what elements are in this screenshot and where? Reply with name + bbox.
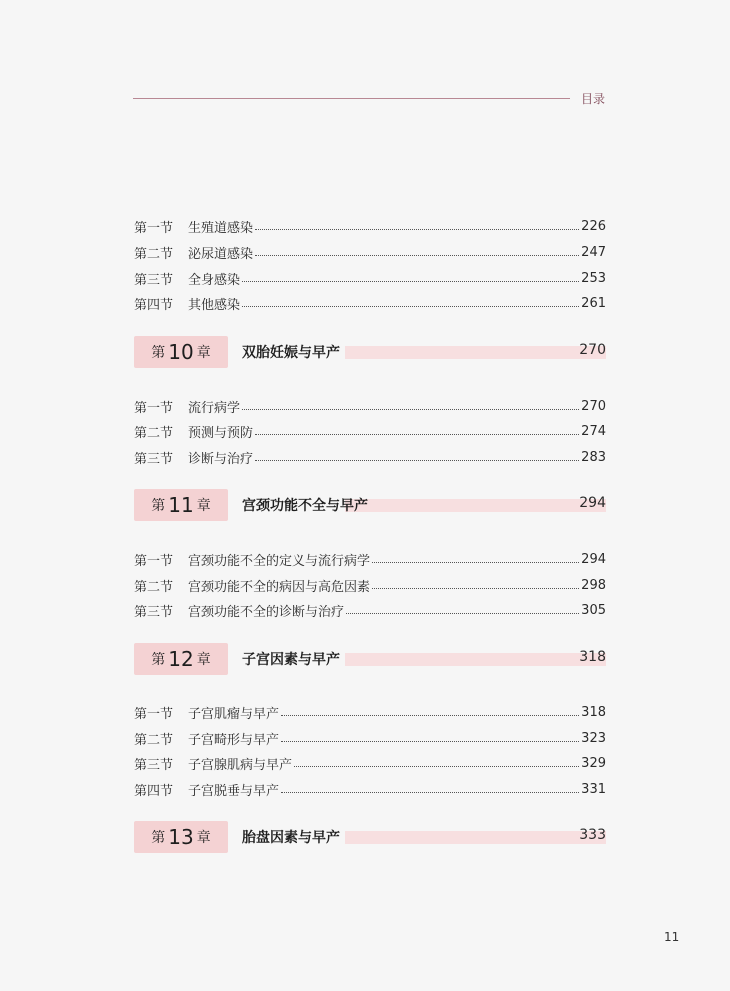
chapter-prefix: 第 [151,498,166,514]
chapter-highlight-band [345,346,606,359]
chapter-badge [134,489,228,521]
chapter-prefix: 第 [151,652,166,668]
section-title: 生殖道感染 [188,220,254,236]
toc-section-entry[interactable] [134,293,606,313]
section-page: 247 [581,244,606,260]
section-page: 298 [581,577,606,593]
toc-section-entry[interactable] [134,242,606,262]
chapter-title: 宫颈功能不全与早产 [242,498,368,514]
toc-section-entry[interactable] [134,268,606,288]
section-number: 第一节 [134,706,174,722]
dot-leader [372,561,579,563]
section-number: 第三节 [134,604,174,620]
toc-chapter-entry[interactable] [134,643,606,675]
chapter-badge [134,643,228,675]
toc-section-entry[interactable] [134,575,606,595]
section-number: 第二节 [134,732,174,748]
dot-leader [242,408,579,410]
toc-section-entry[interactable] [134,447,606,467]
toc-section-entry[interactable] [134,702,606,722]
dot-leader [372,587,579,589]
section-page: 270 [581,398,606,414]
section-page: 329 [581,755,606,771]
section-page: 253 [581,270,606,286]
chapter-suffix: 章 [196,830,211,846]
section-number: 第三节 [134,757,174,773]
section-title: 子宫腺肌病与早产 [188,757,293,773]
section-title: 全身感染 [188,272,241,288]
toc-section-entry[interactable] [134,549,606,569]
toc-section-entry[interactable] [134,216,606,236]
chapter-badge [134,336,228,368]
chapter-number: 13 [168,825,194,849]
section-title: 其他感染 [188,297,241,313]
toc-section-entry[interactable] [134,779,606,799]
chapter-highlight-band [345,653,606,666]
dot-leader [281,791,579,793]
chapter-badge [134,821,228,853]
section-title: 宫颈功能不全的病因与高危因素 [188,579,371,595]
section-page: 261 [581,295,606,311]
chapter-page: 318 [579,649,606,665]
chapter-suffix: 章 [196,345,211,361]
dot-leader [255,254,579,256]
chapter-number: 12 [168,647,194,671]
dot-leader [255,228,579,230]
chapter-suffix: 章 [196,652,211,668]
dot-leader [255,433,579,435]
section-title: 流行病学 [188,400,241,416]
dot-leader [281,740,579,742]
section-page: 331 [581,781,606,797]
section-page: 226 [581,218,606,234]
section-number: 第二节 [134,246,174,262]
running-header-title: 目录 [581,92,606,106]
section-page: 323 [581,730,606,746]
toc-chapter-entry[interactable] [134,489,606,521]
section-title: 宫颈功能不全的定义与流行病学 [188,553,371,569]
section-number: 第三节 [134,272,174,288]
chapter-number: 10 [168,340,194,364]
section-title: 诊断与治疗 [188,451,254,467]
toc-section-entry[interactable] [134,396,606,416]
section-title: 子宫畸形与早产 [188,732,280,748]
section-page: 294 [581,551,606,567]
toc-chapter-entry[interactable] [134,821,606,853]
chapter-page: 294 [579,495,606,511]
chapter-title: 胎盘因素与早产 [242,830,340,846]
section-number: 第二节 [134,579,174,595]
dot-leader [294,765,579,767]
page-number: 11 [664,930,680,944]
chapter-title: 双胎妊娠与早产 [242,345,340,361]
section-title: 预测与预防 [188,425,254,441]
section-title: 子宫肌瘤与早产 [188,706,280,722]
dot-leader [242,280,579,282]
section-page: 305 [581,602,606,618]
section-page: 274 [581,423,606,439]
toc-chapter-entry[interactable] [134,336,606,368]
section-title: 宫颈功能不全的诊断与治疗 [188,604,345,620]
section-number: 第二节 [134,425,174,441]
dot-leader [281,714,579,716]
toc-section-entry[interactable] [134,753,606,773]
section-title: 泌尿道感染 [188,246,254,262]
chapter-highlight-band [345,831,606,844]
chapter-page: 270 [579,342,606,358]
chapter-title: 子宫因素与早产 [242,652,340,668]
section-page: 318 [581,704,606,720]
dot-leader [255,459,579,461]
chapter-prefix: 第 [151,830,166,846]
chapter-prefix: 第 [151,345,166,361]
section-number: 第四节 [134,297,174,313]
section-title: 子宫脱垂与早产 [188,783,280,799]
toc-section-entry[interactable] [134,421,606,441]
chapter-number: 11 [168,493,194,517]
section-number: 第一节 [134,400,174,416]
dot-leader [242,305,579,307]
chapter-highlight-band [345,499,606,512]
toc-section-entry[interactable] [134,600,606,620]
toc-section-entry[interactable] [134,728,606,748]
header-rule [133,98,570,99]
section-number: 第一节 [134,553,174,569]
section-number: 第一节 [134,220,174,236]
section-number: 第三节 [134,451,174,467]
dot-leader [346,612,579,614]
chapter-page: 333 [579,827,606,843]
section-page: 283 [581,449,606,465]
chapter-suffix: 章 [196,498,211,514]
section-number: 第四节 [134,783,174,799]
